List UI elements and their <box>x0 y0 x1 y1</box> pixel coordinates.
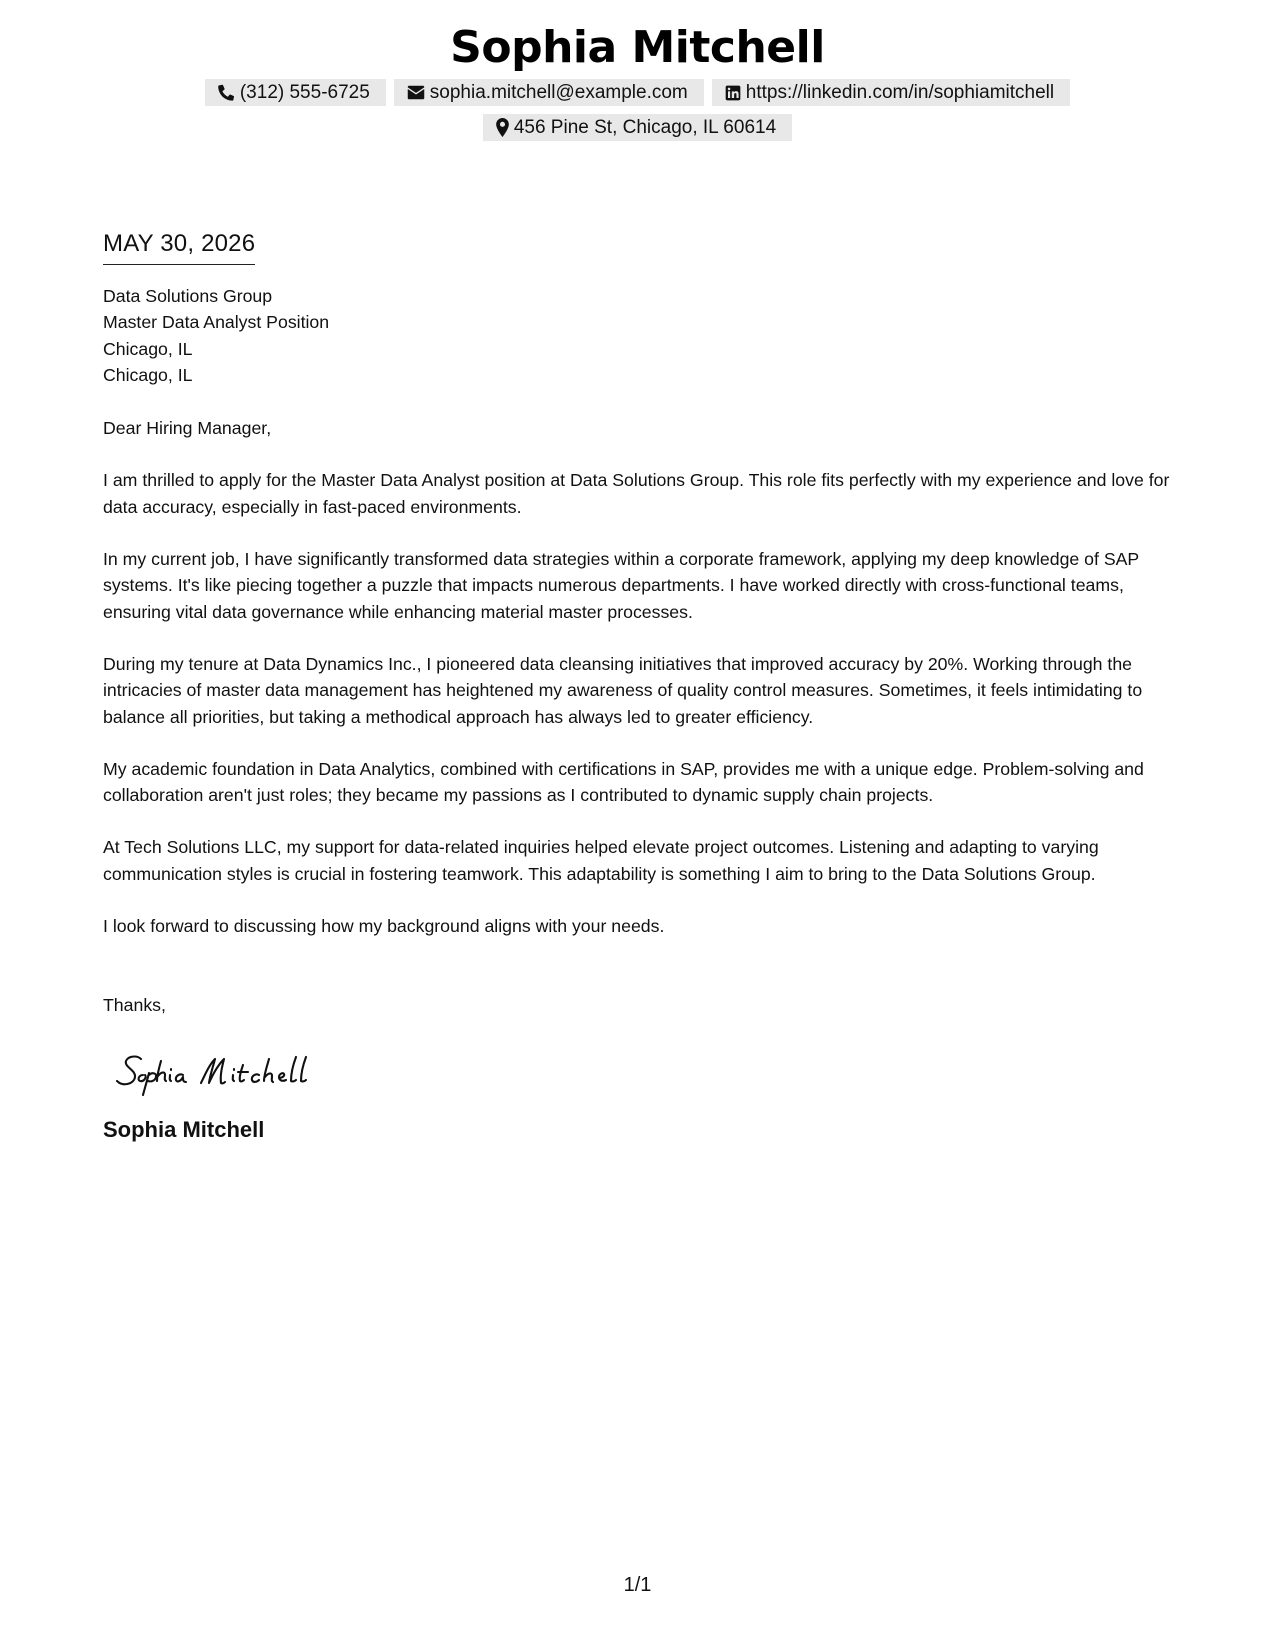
linkedin-icon <box>725 85 741 101</box>
signed-name: Sophia Mitchell <box>103 1116 265 1142</box>
phone-text: (312) 555-6725 <box>239 81 370 103</box>
contact-phone[interactable] <box>205 79 386 106</box>
contact-linkedin[interactable] <box>712 79 1070 106</box>
linkedin-text: https://linkedin.com/in/sophiamitchell <box>745 81 1055 103</box>
letter-body <box>103 228 1178 1145</box>
body-paragraph: During my tenure at Data Dynamics Inc., I pioneered data cleansing initiatives that improved accuracy by 20%. Working through the intricacies of master data management has heightened my awareness of quality control measures. Sometimes, it feels intimidating to balance all priorities, but taking a methodical approach has always led to greater efficiency. <box>103 653 1143 727</box>
address-text: 456 Pine St, Chicago, IL 60614 <box>513 116 777 138</box>
contact-row-secondary <box>0 114 1275 141</box>
signature-lettering: Sophia Mitchell <box>113 1044 120 1046</box>
recipient-position: Master Data Analyst Position <box>103 312 330 333</box>
body-paragraph: I look forward to discussing how my background aligns with your needs. <box>103 916 665 937</box>
page-number: 1/1 <box>623 1574 652 1596</box>
closing: Thanks, <box>103 995 166 1016</box>
recipient-city: Chicago, IL <box>103 364 193 385</box>
recipient-city: Chicago, IL <box>103 338 193 359</box>
body-paragraph: In my current job, I have significantly transformed data strategies within a corporate framework, applying my deep knowledge of SAP systems. It's like piecing together a puzzle that impacts numerous departments. I have worked directly with cross-functional teams, ensuring vital data governance while enhancing material master processes. <box>103 549 1139 622</box>
body-paragraph: At Tech Solutions LLC, my support for data-related inquiries helped elevate project outcomes. Listening and adapting to varying communication styles is crucial in fostering teamwork. This adaptability is something I aim to bring to the Data Solutions Group. <box>103 837 1099 884</box>
contact-address <box>483 114 792 141</box>
salutation: Dear Hiring Manager, <box>103 418 272 439</box>
letter-header <box>0 18 1275 141</box>
handwritten-signature <box>113 1045 1178 1097</box>
contact-email[interactable] <box>394 79 704 106</box>
contact-row-primary <box>0 79 1275 106</box>
recipient-block <box>103 283 1178 388</box>
email-text: sophia.mitchell@example.com <box>429 81 688 103</box>
map-marker-icon <box>496 118 509 137</box>
recipient-company: Data Solutions Group <box>103 286 273 306</box>
phone-icon <box>218 84 235 101</box>
body-paragraph: I am thrilled to apply for the Master Data Analyst position at Data Solutions Group. This role fits perfectly with my experience and love for data accuracy, especially in fast-paced environments. <box>103 470 1170 517</box>
applicant-name: Sophia Mitchell <box>450 22 825 73</box>
letter-date: MAY 30, 2026 <box>103 228 255 265</box>
body-paragraph: My academic foundation in Data Analytics, combined with certifications in SAP, provides me with a unique edge. Problem-solving and collaboration aren't just roles; they became my passions as I contributed to dynamic supply chain projects. <box>103 758 1144 806</box>
envelope-icon <box>407 85 425 100</box>
